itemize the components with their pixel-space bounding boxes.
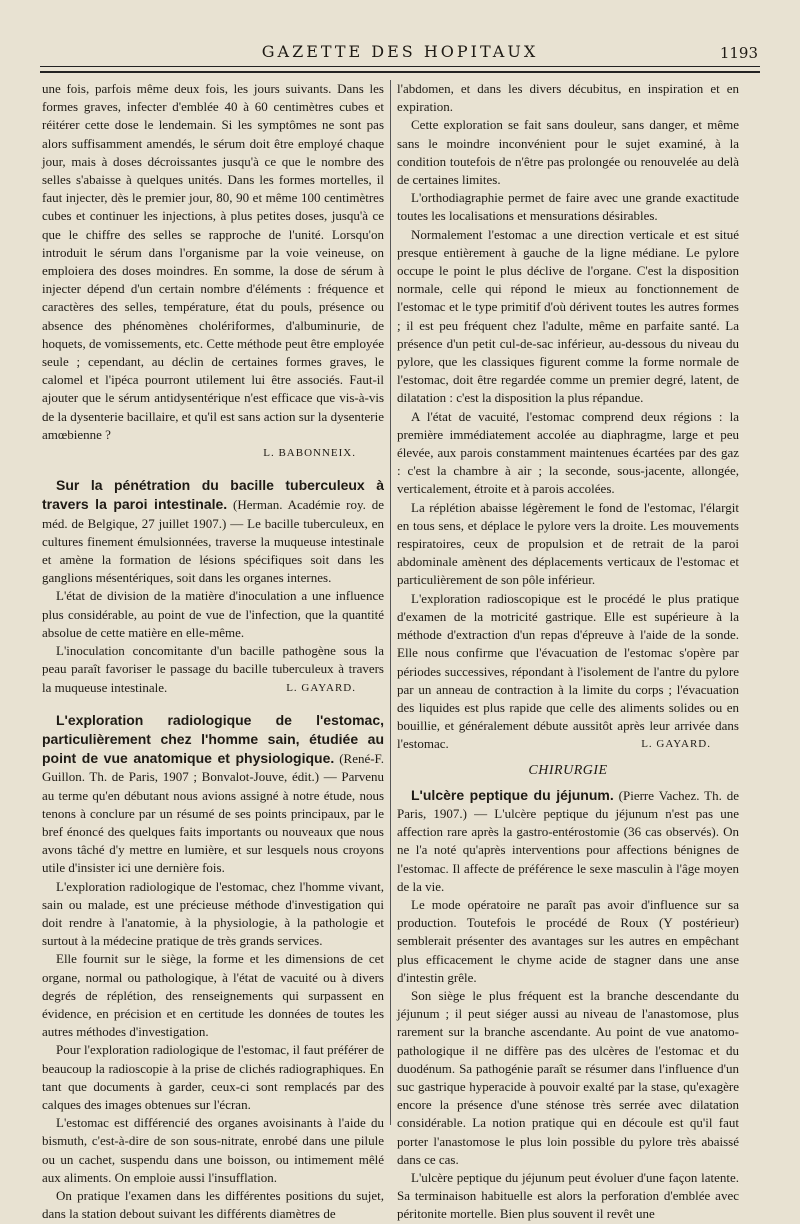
- article-paragraph: L'exploration radiologique de l'estomac, chez l'homme vivant, sain ou malade, est une précieuse méthode d'investigation qui doit rendre à l'anatomie, à la physiologie, à la pathologie et surtout à la médecine pratique de très grands services.: [42, 878, 384, 949]
- spacer: [42, 462, 384, 476]
- running-title: GAZETTE DES HOPITAUX: [261, 42, 539, 61]
- article-reference: (René-F. Guillon. Th. de Paris, 1907 ; Bonvalot-Jouve, édit.) — Parvenu au terme qu'en débutant nous avions assigné à notre étude, nous tenons à conclure par un résumé de ses points principaux, par le bref énoncé des quelques faits importants ou nouveaux que nous avons tâché d'y mettre en lumière, et sur lesquels nous croyons utile d'insister ici une dernière fois.: [42, 751, 384, 876]
- article-paragraph: Pour l'exploration radiologique de l'estomac, il faut préférer de beaucoup la radioscopie à la prise de clichés radiographiques. En tant que documents à garder, ceux-ci sont remplacés par des calques des images obtenues sur l'écran.: [42, 1042, 384, 1112]
- article-paragraph: l'abdomen, et dans les divers décubitus, en inspiration et en expiration.: [397, 81, 739, 115]
- page-number: 1193: [719, 44, 758, 62]
- article-paragraph: [397, 786, 739, 896]
- article-paragraph: une fois, parfois même deux fois, les jours suivants. Dans les formes graves, infecter d'emblée 40 à 60 centimètres cubes et réitérer cette dose le lendemain. Si les symptômes ne sont pas alors suffisamment amendés, le sérum doit être employé chaque jour, mais à doses décroissantes jusqu'à ce que le nombre des selles s'abaisse à quelques unités. Dans les formes mortelles, il faut injecter, dès le premier jour, 80, 90 et même 100 centimètres cubes et continuer les injections, à plus petites doses, jusqu'à ce que le chiffre des selles se rapproche de l'unité. Lorsqu'on introduit le sérum dans l'organisme par la voie veineuse, on emploiera des doses moindres. En somme, la dose de sérum à injecter dépend d'un certain nombre d'éléments : fréquence et caractères des selles, température, état du pouls, présence ou absence des phénomènes cholériformes, d'albuminurie, de hoquets, de vomissements, etc. Cette méthode peut être employée seule ; cependant, au déclin de certaines formes graves, le calomel et l'ipéca pourront utilement lui être associés. Faut-il ajouter que le sérum antidysentérique n'est efficace que vis-à-vis de la dysenterie bacillaire, et qu'il est sans action sur la dysenterie amœbienne ?: [42, 81, 384, 442]
- article-paragraph: La réplétion abaisse légèrement le fond de l'estomac, l'élargit en tous sens, et déplace le pylore vers la droite. Les mouvements respiratoires, ceux de propulsion et de retrait de la paroi abdominale amènent des déplacements verticaux de l'estomac et particulièrement de son pôle inférieur.: [397, 499, 739, 588]
- header-rule-thick: [40, 71, 760, 73]
- header-rule: [40, 66, 760, 67]
- article-reference: (Pierre Vachez. Th. de Paris, 1907.) — L'ulcère peptique du jéjunum n'est pas une affection rare après la gastro-entérostomie (36 cas observés). On ne l'a noté qu'après interventions pour affections bénignes de l'estomac. Il affecte de préférence le sexe masculin à l'âge moyen de la vie.: [397, 787, 739, 894]
- article-paragraph: L'ulcère peptique du jéjunum peut évoluer d'une façon latente. Sa terminaison habituelle est alors la perforation d'emblée avec péritonite mortelle. Bien plus souvent il revêt une: [397, 1169, 739, 1222]
- article-text: L'exploration radioscopique est le procédé le plus pratique d'examen de la motricité gastrique. Elle est supérieure à la méthode d'extraction d'un repas d'épreuve à l'aide de la sonde. Elle nous confirme que l'évacuation de l'estomac s'opère par périodes successives, répondant à l'isolement de l'antre du pylore par un anneau de contraction à la limite du corps ; l'évacuation des liquides est plus rapide que celle des aliments solides ou en bouillie, et généralement débute aussitôt après leur arrivée dans l'estomac.: [397, 590, 739, 752]
- article-paragraph: [42, 476, 384, 587]
- article-paragraph: On pratique l'examen dans les différentes positions du sujet, dans la station debout suivant les différents diamètres de: [42, 1187, 384, 1222]
- spacer: [42, 697, 384, 711]
- author-signature: L. GAYARD.: [641, 738, 711, 751]
- column-divider: [390, 80, 391, 1125]
- article-paragraph: L'orthodiagraphie permet de faire avec une grande exactitude toutes les localisations et mensurations désirables.: [397, 190, 739, 224]
- article-paragraph: Cette exploration se fait sans douleur, sans danger, et même sans le moindre inconvénient pour le sujet examiné, à la condition toutefois de n'être pas prolongée ou renouvelée au delà de certaines limites.: [397, 117, 739, 188]
- article-paragraph: L'estomac est différencié des organes avoisinants à l'aide du bismuth, c'est-à-dire de son sous-nitrate, enrobé dans une pilule ou un cachet, suspendu dans une boisson, ou intimement mêlé aux aliments. On emploie aussi l'insufflation.: [42, 1115, 384, 1185]
- article-paragraph: [397, 590, 739, 754]
- article-title: L'exploration radiologique de l'estomac, particulièrement chez l'homme sain, étudiée au point de vue anatomique et physiologique.: [42, 711, 384, 767]
- article-paragraph: Son siège le plus fréquent est la branche descendante du jéjunum ; il peut siéger aussi au niveau de l'anastomose, plus rarement sur la branche ascendante. Au point de vue anatomo-pathologique il ne diffère pas des ulcères de l'estomac et du duodénum. Sa pathogénie paraît se résumer dans l'influence d'un suc gastrique hyperacide à pouvoir exalté par la stase, qu'exagère encore la présence d'une sténose très serrée avec dilatation considérable. La notion pratique qui en découle est qu'il faut porter l'anastomose le plus loin possible du pylore très abaissé dans ce cas.: [397, 987, 739, 1167]
- author-signature: L. GAYARD.: [286, 681, 356, 694]
- article-title: Sur la pénétration du bacille tuberculeux à travers la paroi intestinale.: [42, 477, 384, 513]
- right-column: [397, 80, 739, 1224]
- author-signature: L. BABONNEIX.: [263, 447, 356, 460]
- article-paragraph: L'état de division de la matière d'inoculation a une influence plus considérable, au point de vue de l'infection, que la quantité absolue de cette matière en elle-même.: [42, 588, 384, 640]
- article-reference: (Herman. Académie roy. de méd. de Belgique, 27 juillet 1907.) — Le bacille tuberculeux, en cultures finement émulsionnées, traverse la muqueuse intestinale et amène la formation de lésions spécifiques soit dans les ganglions mésentériques, soit dans les organes internes.: [42, 497, 384, 586]
- article-paragraph: Le mode opératoire ne paraît pas avoir d'influence sur sa production. Toutefois le procédé de Roux (Y postérieur) semblerait présenter des avantages sur les autres en empêchant plus efficacement le chyme acide de stagner dans une anse d'intestin grêle.: [397, 896, 739, 985]
- article-paragraph: [42, 711, 384, 878]
- article-paragraph: Normalement l'estomac a une direction verticale et est situé presque entièrement à gauche de la ligne médiane. Le pylore occupe le point le plus déclive de l'organe. C'est la disposition normale, celle qui répond le mieux au fonctionnement de l'estomac et le type primitif d'où dérivent toutes les autres formes ; il est peu fréquent chez l'adulte, même en parfaite santé. La présence d'un petit cul-de-sac inférieur, au-dessous du niveau du pylore, que les classiques figurent comme la forme normale de l'estomac, doit être regardée comme un premier degré, latent, de dilatation : c'est la disposition la plus répandue.: [397, 226, 739, 406]
- article-paragraph: [42, 642, 384, 697]
- article-paragraph: Elle fournit sur le siège, la forme et les dimensions de cet organe, normal ou pathologique, à l'état de vacuité ou à divers degrés de réplétion, des renseignements qui surpassent en évidence, en précision et en certitude les données de toutes les autres méthodes d'investigation.: [42, 951, 384, 1040]
- article-text: L'inoculation concomitante d'un bacille pathogène sous la peau paraît favoriser le passage du bacille tuberculeux à travers la muqueuse intestinale.: [42, 643, 384, 695]
- article-title: L'ulcère peptique du jéjunum.: [411, 786, 614, 803]
- page-header: [0, 0, 800, 80]
- article-paragraph: A l'état de vacuité, l'estomac comprend deux régions : la première immédiatement accolée au diaphragme, large et peu élevée, aux parois constamment maintenues écartées par des gaz : c'est la chambre à air ; la seconde, sous-jacente, allongée, verticalement, étroite et à parois accolées.: [397, 408, 739, 497]
- section-heading: CHIRURGIE: [528, 762, 608, 778]
- left-column: [42, 80, 384, 1223]
